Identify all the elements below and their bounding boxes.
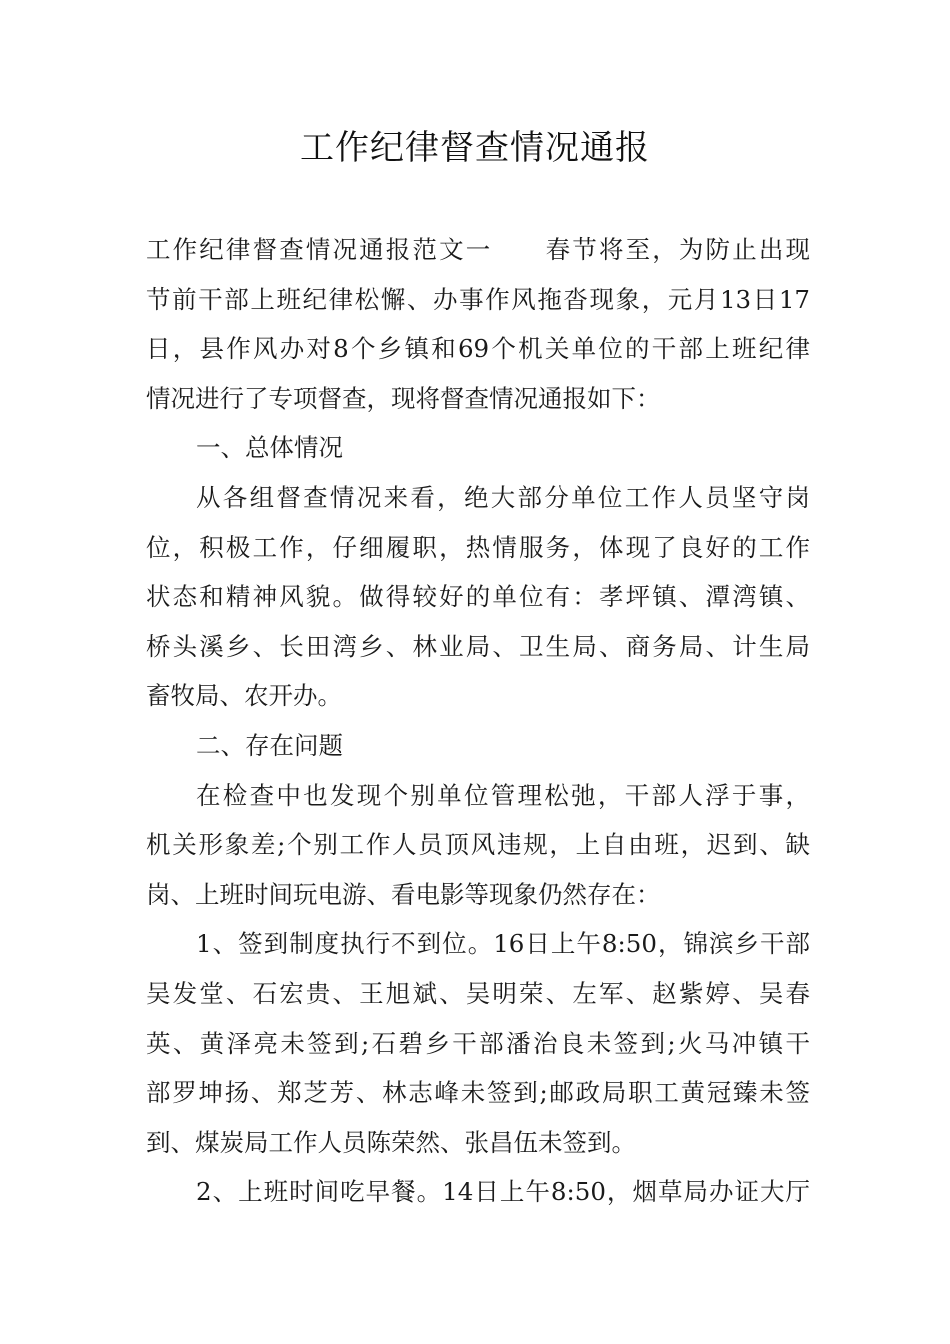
text-line: 英、黄泽亮未签到;石碧乡干部潘治良未签到;火马冲镇干 [146, 1028, 810, 1058]
text-line: 2、上班时间吃早餐。14日上午8:50，烟草局办证大厅 [196, 1177, 810, 1207]
text-line: 状态和精神风貌。做得较好的单位有：孝坪镇、潭湾镇、 [146, 582, 810, 612]
section-heading: 二、存在问题 [196, 730, 343, 760]
text-line: 1、签到制度执行不到位。16日上午8:50，锦滨乡干部 [196, 929, 810, 959]
text-line: 到、煤炭局工作人员陈荣然、张昌伍未签到。 [146, 1127, 636, 1157]
document-title: 工作纪律督查情况通报 [300, 128, 650, 168]
text-line: 桥头溪乡、长田湾乡、林业局、卫生局、商务局、计生局 [146, 631, 810, 661]
document-body [146, 225, 810, 1217]
text-line: 机关形象差;个别工作人员顶风违规，上自由班，迟到、缺 [146, 830, 810, 860]
text-line: 在检查中也发现个别单位管理松弛，干部人浮于事， [196, 780, 810, 810]
text-line: 部罗坤扬、郑芝芳、林志峰未签到;邮政局职工黄冠臻未签 [146, 1078, 810, 1108]
text-line: 情况进行了专项督查，现将督查情况通报如下： [146, 383, 661, 413]
text-line: 吴发堂、石宏贵、王旭斌、吴明荣、左军、赵紫婷、吴春 [146, 978, 810, 1008]
text-line: 节前干部上班纪律松懈、办事作风拖沓现象，元月13日17 [146, 284, 810, 314]
text-line: 畜牧局、农开办。 [146, 681, 342, 711]
text-line: 从各组督查情况来看，绝大部分单位工作人员坚守岗 [196, 482, 810, 512]
text-line: 工作纪律督查情况通报范文一 春节将至，为防止出现 [146, 235, 810, 264]
section-heading: 一、总体情况 [196, 433, 343, 463]
text-line: 位，积极工作，仔细履职，热情服务，体现了良好的工作 [146, 532, 810, 562]
text-line: 岗、上班时间玩电游、看电影等现象仍然存在： [146, 879, 661, 909]
text-line: 日，县作风办对8个乡镇和69个机关单位的干部上班纪律 [146, 334, 810, 364]
